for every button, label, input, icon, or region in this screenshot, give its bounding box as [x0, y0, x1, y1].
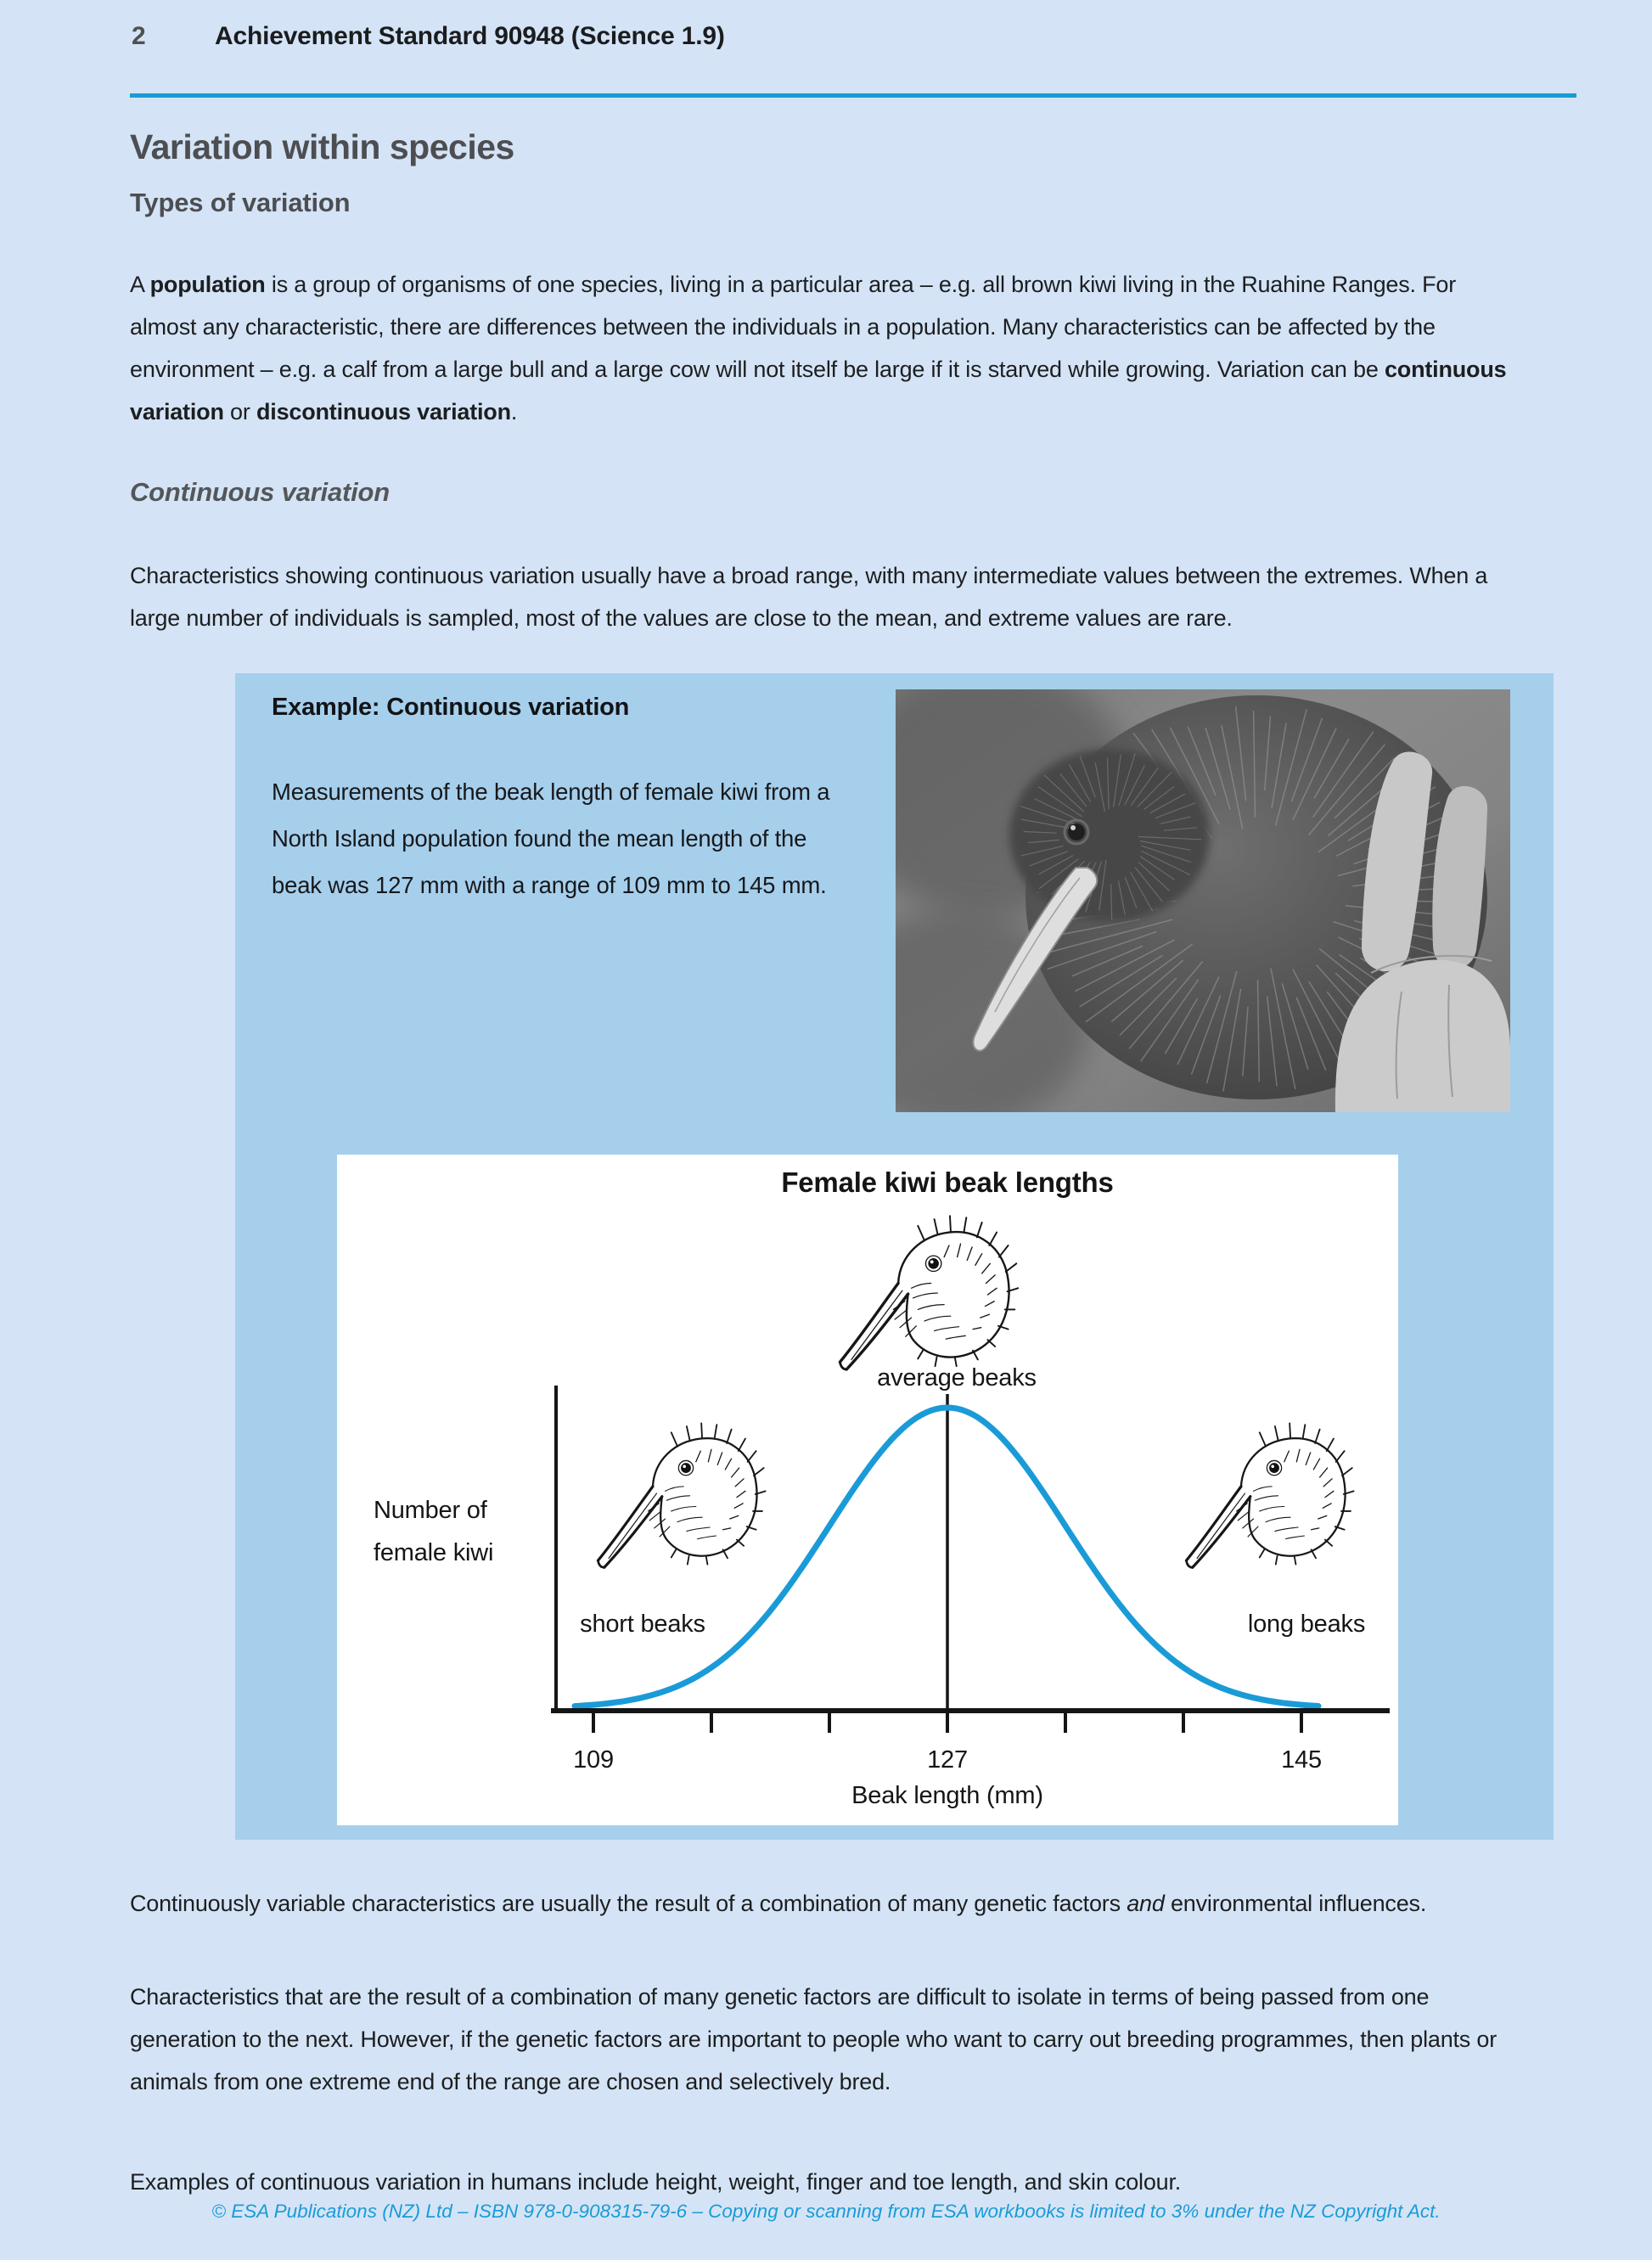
short-beaks-label: short beaks — [580, 1611, 705, 1638]
kiwi-photo — [896, 689, 1510, 1112]
examples-paragraph: Examples of continuous variation in humans include height, weight, finger and toe length, and skin colour. — [130, 2169, 1182, 2195]
copyright-footer: © ESA Publications (NZ) Ltd – ISBN 978-0-908315-79-6 – Copying or scanning from ESA workbooks is limited to 3% under the NZ Copyright Act. — [211, 2201, 1441, 2222]
beak-length-chart-figure — [337, 1155, 1398, 1825]
kiwi-eye — [1068, 824, 1085, 840]
tick-label-109: 109 — [573, 1746, 614, 1774]
beak-length-chart — [337, 1155, 1398, 1825]
y-axis-label-line1: Number of — [374, 1497, 487, 1524]
genetic-factors-paragraph: Continuously variable characteristics are usually the result of a combination of many genetic factors and environmental influences. — [130, 1891, 1427, 1916]
kiwi-sketch-long — [1186, 1423, 1353, 1567]
y-axis-label-line2: female kiwi — [374, 1539, 494, 1566]
example-body: Measurements of the beak length of female kiwi from a North Island population found the mean length of the beak was 127 mm with a range of 109 mm to 145 mm. — [272, 778, 830, 898]
continuous-variation-paragraph: Characteristics showing continuous variation usually have a broad range, with many intermediate values between the extremes. When a large number of individuals is sampled, most of the values are close to the mean, and extreme values are rare. — [130, 563, 1488, 631]
x-axis-ticks — [593, 1713, 1301, 1733]
tick-label-127: 127 — [927, 1746, 968, 1774]
kiwi-sketch-average — [840, 1216, 1018, 1369]
kiwi-head — [1009, 749, 1210, 922]
example-heading: Example: Continuous variation — [272, 694, 630, 721]
page-number: 2 — [132, 22, 146, 50]
subsection-title-continuous-variation: Continuous variation — [130, 477, 391, 507]
kiwi-sketch-short — [598, 1423, 765, 1567]
chart-title: Female kiwi beak lengths — [781, 1167, 1114, 1198]
section-title: Variation within species — [130, 127, 514, 166]
intro-paragraph: A population is a group of organisms of one species, living in a particular area – e.g. all brown kiwi living in the Ruahine Ranges. For almost any characteristic, there are differences between the individuals in a population. Many characteristics can be affected by the environment – e.g. a calf from a large bull and a large cow will not itself be large if it is starved while growing. Variation can be continuous variation or discontinuous variation. — [130, 272, 1507, 424]
header-rule — [130, 93, 1576, 98]
example-box — [235, 673, 1554, 1840]
kiwi-photo-image — [896, 689, 1510, 1112]
breeding-paragraph: Characteristics that are the result of a combination of many genetic factors are difficult to isolate in terms of being passed from one generation to the next. However, if the genetic factors are important to people who want to carry out breeding programmes, then plants or animals from one extreme end of the range are chosen and selectively bred. — [130, 1984, 1497, 2094]
subsection-title-types-of-variation: Types of variation — [130, 188, 351, 217]
tick-label-145: 145 — [1281, 1746, 1322, 1774]
x-axis-label: Beak length (mm) — [851, 1782, 1043, 1809]
average-beaks-label: average beaks — [877, 1364, 1037, 1391]
long-beaks-label: long beaks — [1247, 1611, 1366, 1638]
page-header-title: Achievement Standard 90948 (Science 1.9) — [215, 22, 725, 50]
kiwi-eye-highlight — [1070, 825, 1076, 830]
